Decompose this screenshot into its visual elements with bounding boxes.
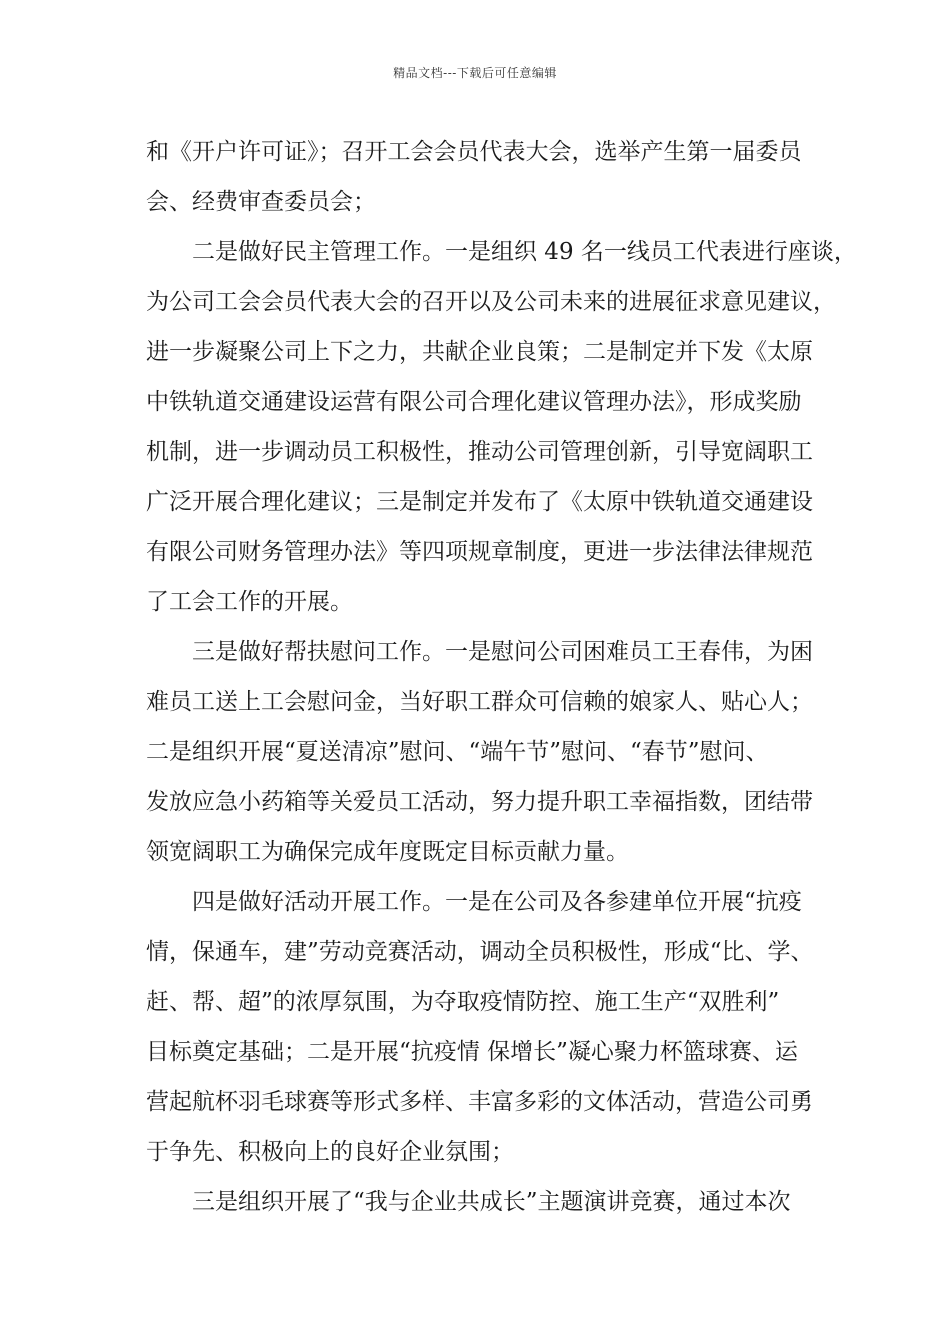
- text-line: 赶、帮、超”的浓厚氛围，为夺取疫情防控、施工生产“双胜利”: [146, 989, 780, 1015]
- text-line: 二是组织开展“夏送清凉”慰问、“端午节”慰问、“春节”慰问、: [146, 739, 769, 765]
- text-line: 了工会工作的开展。: [146, 589, 353, 615]
- page-header: 精品文档---下载后可任意编辑: [393, 66, 557, 80]
- text-line: 有限公司财务管理办法》等四项规章制度，更进一步法律法律规范: [146, 539, 813, 565]
- text-line: 发放应急小药箱等关爱员工活动，努力提升职工幸福指数，团结带: [146, 789, 813, 815]
- text-line: 会、经费审查委员会；: [146, 189, 376, 215]
- text-line: 于争先、积极向上的良好企业氛围；: [146, 1139, 514, 1165]
- text-line: 中铁轨道交通建设运营有限公司合理化建议管理办法》，形成奖励: [146, 389, 802, 415]
- text-line: 二是做好民主管理工作。一是组织 49 名一线员工代表进行座谈，: [192, 239, 857, 265]
- text-line: 三是做好帮扶慰问工作。一是慰问公司困难员工王春伟，为困: [192, 639, 813, 665]
- text-line: 营起航杯羽毛球赛等形式多样、丰富多彩的文体活动，营造公司勇: [146, 1089, 813, 1115]
- text-line: 机制，进一步调动员工积极性，推动公司管理创新，引导宽阔职工: [146, 439, 813, 465]
- text-line: 四是做好活动开展工作。一是在公司及各参建单位开展“抗疫: [192, 889, 802, 915]
- text-line: 进一步凝聚公司上下之力，共献企业良策；二是制定并下发《太原: [146, 339, 813, 365]
- document-body: [146, 132, 857, 1232]
- text-line: 领宽阔职工为确保完成年度既定目标贡献力量。: [146, 839, 629, 865]
- text-line: 目标奠定基础；二是开展“抗疫情 保增长”凝心聚力杯篮球赛、运: [146, 1039, 798, 1065]
- text-line: 广泛开展合理化建议；三是制定并发布了《太原中铁轨道交通建设: [146, 489, 813, 515]
- text-line: 为公司工会会员代表大会的召开以及公司未来的进展征求意见建议，: [146, 289, 836, 315]
- text-line: 三是组织开展了“我与企业共成长”主题演讲竞赛，通过本次: [192, 1189, 791, 1215]
- text-line: 情，保通车，建”劳动竞赛活动，调动全员积极性，形成“比、学、: [146, 939, 814, 965]
- text-line: 和《开户许可证》；召开工会会员代表大会，选举产生第一届委员: [146, 139, 802, 165]
- text-line: 难员工送上工会慰问金，当好职工群众可信赖的娘家人、贴心人；: [146, 689, 813, 715]
